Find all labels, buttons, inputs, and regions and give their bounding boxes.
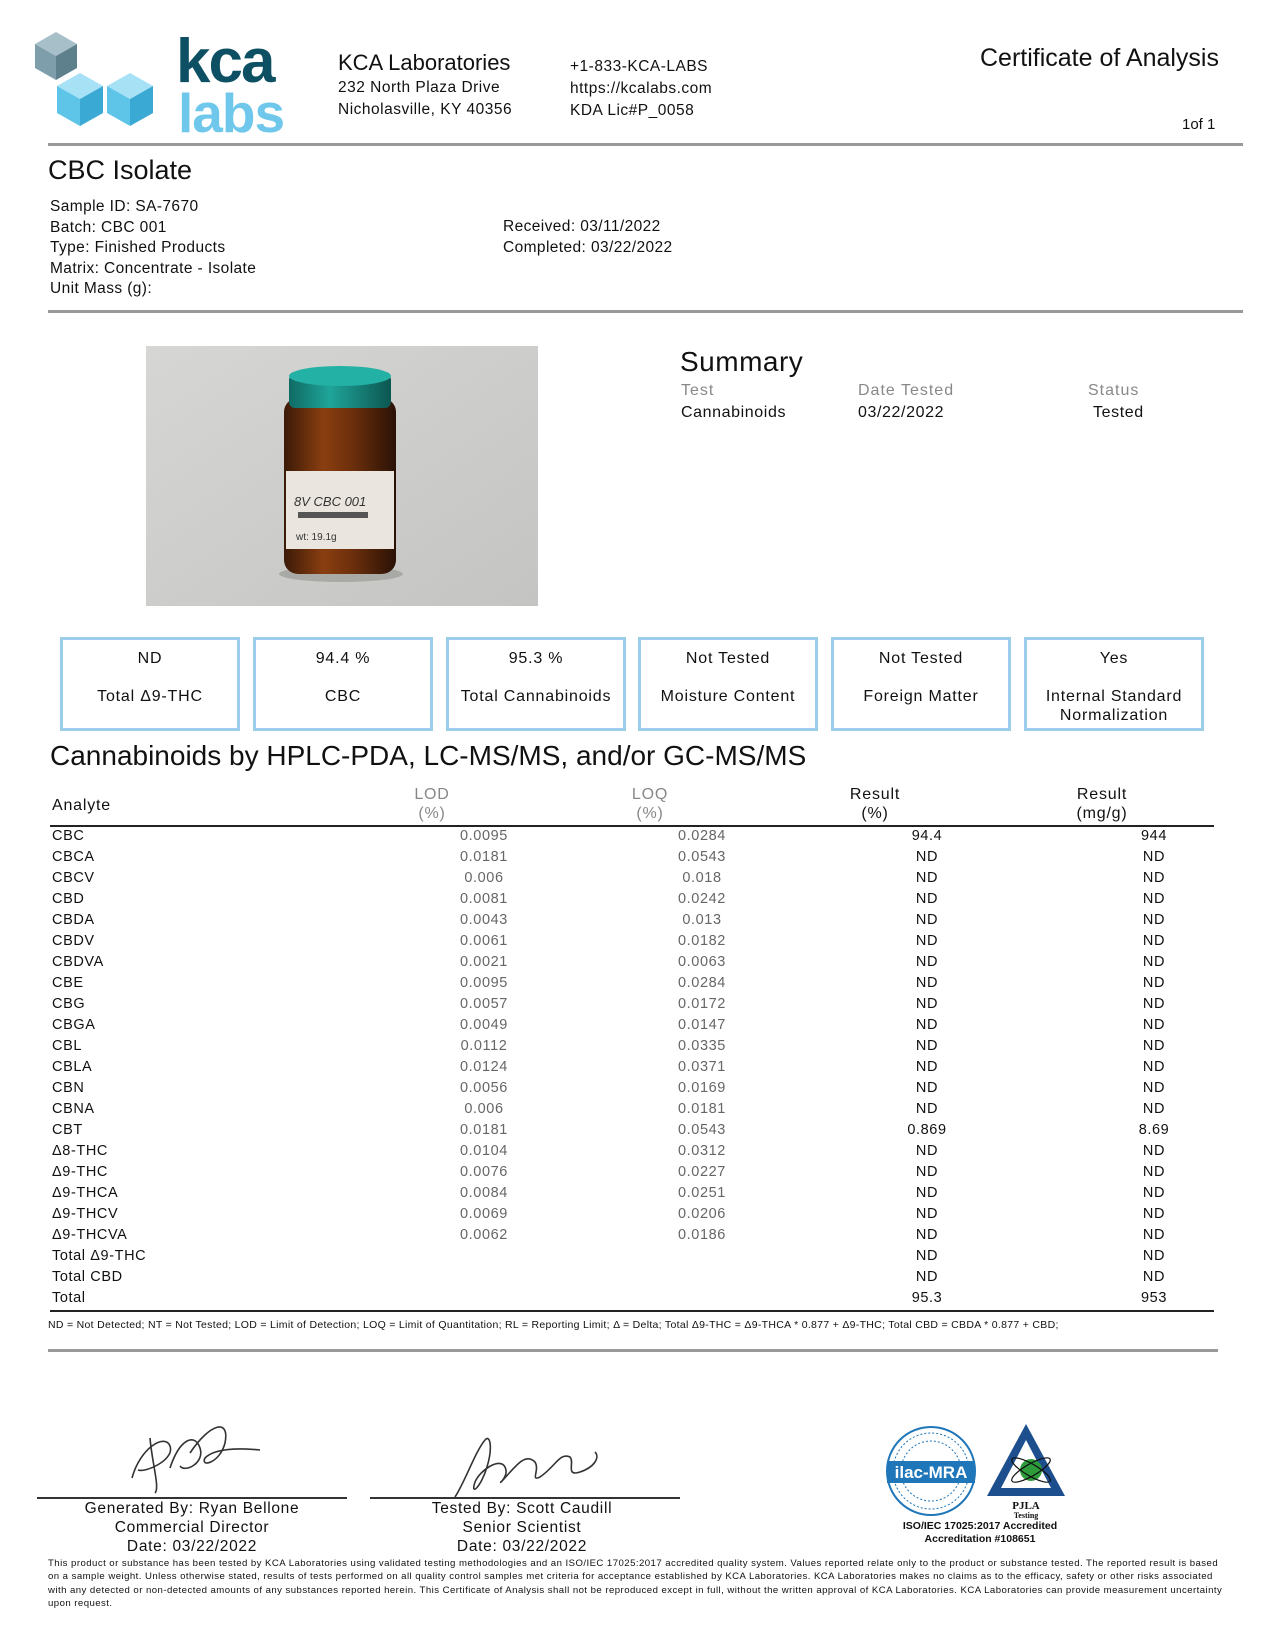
- cell-lod: 0.0069: [460, 1206, 508, 1222]
- summary-status-value: Tested: [1093, 404, 1144, 421]
- cell-result-pct: ND: [915, 933, 939, 949]
- cell-result-pct: 0.869: [907, 1122, 947, 1138]
- cell-result-pct: ND: [915, 1080, 939, 1096]
- info-divider: [48, 310, 1243, 313]
- result-box-label: Foreign Matter: [863, 688, 979, 705]
- table-row: [52, 891, 1212, 912]
- table-row: [52, 1206, 1212, 1227]
- cell-lod: 0.0104: [460, 1143, 508, 1159]
- sample-matrix: Matrix: Concentrate - Isolate: [50, 259, 257, 277]
- table-row: [52, 1248, 1212, 1269]
- cell-result-mg: ND: [1142, 1059, 1166, 1075]
- table-row: [52, 1143, 1212, 1164]
- tested-by: Tested By: Scott Caudill: [431, 1500, 613, 1517]
- cell-result-pct: ND: [915, 975, 939, 991]
- generated-by: Generated By: Ryan Bellone: [84, 1500, 300, 1517]
- company-license: KDA Lic#P_0058: [570, 102, 695, 119]
- table-row: [52, 1227, 1212, 1248]
- cell-lod: 0.006: [464, 870, 504, 886]
- cell-loq: 0.0186: [678, 1227, 726, 1243]
- cell-result-mg: ND: [1142, 912, 1166, 928]
- cell-loq: 0.0242: [678, 891, 726, 907]
- cell-result-pct: ND: [915, 1164, 939, 1180]
- cell-analyte: CBCA: [52, 849, 95, 865]
- table-row: [52, 1038, 1212, 1059]
- cell-lod: 0.0043: [460, 912, 508, 928]
- company-name: KCA Laboratories: [338, 50, 511, 75]
- table-row: [52, 996, 1212, 1017]
- cell-result-mg: ND: [1142, 1269, 1166, 1285]
- table-header-rule: [50, 825, 1214, 827]
- cell-result-mg: ND: [1142, 1227, 1166, 1243]
- sample-info: [50, 197, 256, 300]
- cell-analyte: Δ9-THCV: [52, 1206, 119, 1222]
- summary-test-value: Cannabinoids: [681, 404, 787, 421]
- cell-result-pct: ND: [915, 912, 939, 928]
- col-header-lod-unit: (%): [418, 805, 446, 822]
- cell-result-mg: ND: [1142, 996, 1166, 1012]
- company-phone: +1-833-KCA-LABS: [570, 58, 709, 75]
- col-header-analyte: Analyte: [52, 797, 111, 814]
- summary-col-status: Status: [1088, 382, 1140, 399]
- pjla-testing-text: Testing: [1013, 1511, 1039, 1520]
- cell-analyte: CBLA: [52, 1059, 93, 1075]
- photo-label-line1: 8V CBC 001: [294, 494, 367, 509]
- summary-col-date: Date Tested: [858, 382, 955, 399]
- cell-result-mg: ND: [1142, 1164, 1166, 1180]
- sample-dates: [503, 217, 673, 258]
- result-box-moisture: [638, 637, 818, 731]
- cell-loq: 0.0063: [678, 954, 726, 970]
- cell-result-pct: ND: [915, 849, 939, 865]
- cell-lod: 0.0049: [460, 1017, 508, 1033]
- logo-kca-text: kca: [176, 28, 274, 96]
- cell-loq: 0.0169: [678, 1080, 726, 1096]
- cell-result-pct: ND: [915, 870, 939, 886]
- result-box-cbc: [253, 637, 433, 731]
- pjla-logo: [985, 1420, 1067, 1520]
- cell-analyte: CBNA: [52, 1101, 95, 1117]
- cell-analyte: CBT: [52, 1122, 83, 1138]
- cell-result-mg: 944: [1141, 828, 1167, 844]
- cell-result-pct: ND: [915, 954, 939, 970]
- cell-result-mg: ND: [1142, 1017, 1166, 1033]
- header-divider: [48, 143, 1243, 146]
- col-header-result-mg-label: Result: [1076, 786, 1128, 803]
- cell-analyte: CBN: [52, 1080, 85, 1096]
- company-website: https://kcalabs.com: [570, 80, 713, 97]
- cell-result-pct: ND: [915, 1185, 939, 1201]
- cell-result-pct: ND: [915, 1227, 939, 1243]
- col-header-result-mg-unit: (mg/g): [1076, 805, 1128, 822]
- col-header-lod-label: LOD: [414, 786, 450, 803]
- sample-completed: Completed: 03/22/2022: [503, 238, 673, 256]
- cell-lod: 0.0076: [460, 1164, 508, 1180]
- cell-result-mg: 8.69: [1138, 1122, 1170, 1138]
- cell-lod: 0.0181: [460, 1122, 508, 1138]
- iso-line2: Accreditation #108651: [924, 1533, 1036, 1545]
- table-row: [52, 1185, 1212, 1206]
- cell-analyte: Δ8-THC: [52, 1143, 108, 1159]
- cell-loq: 0.0181: [678, 1101, 726, 1117]
- cell-analyte: CBG: [52, 996, 86, 1012]
- logo-cube-blue-right: [107, 73, 153, 126]
- cell-lod: 0.0057: [460, 996, 508, 1012]
- table-row: [52, 912, 1212, 933]
- col-header-result-pct: [795, 785, 955, 823]
- col-header-loq-unit: (%): [636, 805, 664, 822]
- cell-result-pct: 94.4: [911, 828, 943, 844]
- cell-analyte: CBDVA: [52, 954, 104, 970]
- signature-block-right: [372, 1499, 672, 1556]
- table-row: [52, 1080, 1212, 1101]
- cell-lod: 0.0056: [460, 1080, 508, 1096]
- logo-cube-gray: [35, 32, 77, 80]
- cell-analyte: Δ9-THC: [52, 1164, 108, 1180]
- table-row: [52, 828, 1212, 849]
- cell-result-mg: ND: [1142, 1185, 1166, 1201]
- certificate-title: Certificate of Analysis: [980, 44, 1219, 72]
- cell-result-mg: 953: [1141, 1290, 1167, 1306]
- tested-by-title: Senior Scientist: [462, 1519, 582, 1536]
- cell-loq: 0.0284: [678, 828, 726, 844]
- col-header-result-pct-label: Result: [849, 786, 901, 803]
- sample-id: Sample ID: SA-7670: [50, 198, 199, 215]
- table-row: [52, 1101, 1212, 1122]
- cell-result-mg: ND: [1142, 1101, 1166, 1117]
- cell-loq: 0.0251: [678, 1185, 726, 1201]
- cell-result-pct: ND: [915, 1269, 939, 1285]
- cell-loq: 0.0543: [678, 1122, 726, 1138]
- cell-result-mg: ND: [1142, 1248, 1166, 1264]
- table-row: [52, 1122, 1212, 1143]
- sample-received: Received: 03/11/2022: [503, 218, 661, 235]
- result-box-label: Internal Standard Normalization: [1045, 688, 1183, 724]
- result-box-label: CBC: [324, 688, 362, 705]
- ilac-mra-logo: [885, 1425, 977, 1517]
- cell-analyte: CBDV: [52, 933, 95, 949]
- cell-result-pct: ND: [915, 996, 939, 1012]
- cell-result-pct: ND: [915, 1101, 939, 1117]
- cell-result-mg: ND: [1142, 1080, 1166, 1096]
- result-box-label: Total Cannabinoids: [460, 688, 612, 705]
- summary-title: Summary: [680, 346, 804, 377]
- cell-result-mg: ND: [1142, 1038, 1166, 1054]
- cell-lod: 0.0112: [460, 1038, 508, 1054]
- result-box-value: Yes: [1099, 650, 1129, 667]
- signature-block-left: [42, 1499, 342, 1556]
- ilac-text: ilac-MRA: [894, 1463, 968, 1482]
- cell-loq: 0.0284: [678, 975, 726, 991]
- result-box-total-d9thc: [60, 637, 240, 731]
- cell-analyte: CBE: [52, 975, 84, 991]
- disclaimer: This product or substance has been tested by KCA Laboratories using validated testing methodologies and an ISO/IEC 17025:2017 accredited quality system. Values reported relate only to the product or substance tested. The reported result is based on a sample weight. Unless otherwise stated, results of tests performed on all quality control samples met criteria for acceptance established by KCA Laboratories. KCA Laboratories makes no claims as to the efficacy, safety or other risks associated with any detected or non-detected amounts of any substances reported herein. This Certificate of Analysis shall not be reproduced except in full, without the written approval of KCA Laboratories. KCA Laboratories can provide measurement uncertainty upon request.: [48, 1558, 1223, 1609]
- cell-result-pct: ND: [915, 891, 939, 907]
- cell-result-mg: ND: [1142, 849, 1166, 865]
- cell-lod: 0.0081: [460, 891, 508, 907]
- cell-analyte: Δ9-THCVA: [52, 1227, 128, 1243]
- logo-labs-text: labs: [178, 82, 285, 138]
- cell-loq: 0.013: [682, 912, 722, 928]
- result-box-label: Moisture Content: [660, 688, 796, 705]
- table-divider: [48, 1349, 1218, 1352]
- cell-analyte: CBL: [52, 1038, 83, 1054]
- col-header-result-pct-unit: (%): [861, 805, 889, 822]
- cell-loq: 0.018: [682, 870, 722, 886]
- result-box-value: Not Tested: [685, 650, 771, 667]
- cell-loq: 0.0172: [678, 996, 726, 1012]
- kca-labs-logo: [32, 28, 302, 138]
- product-title: CBC Isolate: [48, 155, 193, 185]
- cell-analyte: Δ9-THCA: [52, 1185, 119, 1201]
- cell-loq: 0.0147: [678, 1017, 726, 1033]
- sample-unit-mass: Unit Mass (g):: [50, 280, 153, 297]
- col-header-loq: [570, 785, 730, 823]
- cell-analyte: Total: [52, 1290, 86, 1306]
- col-header-lod: [352, 785, 512, 823]
- col-header-loq-label: LOQ: [631, 786, 669, 803]
- table-row: [52, 1164, 1212, 1185]
- result-box-total-cannabinoids: [446, 637, 626, 731]
- cell-result-pct: ND: [915, 1206, 939, 1222]
- cell-result-mg: ND: [1142, 933, 1166, 949]
- cell-analyte: CBCV: [52, 870, 95, 886]
- result-box-value: Not Tested: [878, 650, 964, 667]
- cell-lod: 0.0095: [460, 828, 508, 844]
- cell-analyte: Total CBD: [52, 1269, 123, 1285]
- company-address-line1: 232 North Plaza Drive: [338, 79, 501, 96]
- cannabinoids-table-title: Cannabinoids by HPLC-PDA, LC-MS/MS, and/or GC-MS/MS: [50, 740, 807, 771]
- table-row: [52, 933, 1212, 954]
- iso-line1: ISO/IEC 17025:2017 Accredited: [902, 1520, 1058, 1532]
- cell-analyte: CBGA: [52, 1017, 96, 1033]
- cell-result-pct: 95.3: [911, 1290, 943, 1306]
- table-row: [52, 1017, 1212, 1038]
- table-row: [52, 1059, 1212, 1080]
- result-box-value: 95.3 %: [508, 650, 564, 667]
- summary-col-test: Test: [681, 382, 715, 399]
- table-row: [52, 1269, 1212, 1290]
- cell-result-mg: ND: [1142, 954, 1166, 970]
- cell-analyte: Total Δ9-THC: [52, 1248, 147, 1264]
- cell-lod: 0.0084: [460, 1185, 508, 1201]
- cell-lod: 0.0021: [460, 954, 508, 970]
- cell-result-pct: ND: [915, 1248, 939, 1264]
- cell-loq: 0.0206: [678, 1206, 726, 1222]
- result-box-internal-standard: [1024, 637, 1204, 731]
- table-row: [52, 954, 1212, 975]
- table-row: [52, 870, 1212, 891]
- cell-analyte: CBD: [52, 891, 85, 907]
- sample-type: Type: Finished Products: [50, 239, 226, 256]
- cell-result-mg: ND: [1142, 891, 1166, 907]
- cell-lod: 0.0181: [460, 849, 508, 865]
- generated-by-date: Date: 03/22/2022: [126, 1538, 258, 1555]
- cell-result-pct: ND: [915, 1059, 939, 1075]
- cell-analyte: CBDA: [52, 912, 95, 928]
- cell-lod: 0.0124: [460, 1059, 508, 1075]
- cell-loq: 0.0227: [678, 1164, 726, 1180]
- cell-result-pct: ND: [915, 1017, 939, 1033]
- signature-scott-caudill: [445, 1432, 610, 1504]
- cell-result-mg: ND: [1142, 1206, 1166, 1222]
- table-bottom-rule: [50, 1310, 1214, 1312]
- cell-result-pct: ND: [915, 1038, 939, 1054]
- table-footnote: ND = Not Detected; NT = Not Tested; LOD = Limit of Detection; LOQ = Limit of Quantitation; RL = Reporting Limit; Δ = Delta; Total Δ9-THC = Δ9-THCA * 0.877 + Δ9-THC; Total CBD = CBDA * 0.877 + CBD;: [48, 1319, 1059, 1331]
- result-box-label: Total Δ9-THC: [97, 688, 203, 705]
- cell-lod: 0.0095: [460, 975, 508, 991]
- cell-analyte: CBC: [52, 828, 85, 844]
- result-box-value: ND: [137, 650, 163, 667]
- cell-result-mg: ND: [1142, 870, 1166, 886]
- cell-loq: 0.0312: [678, 1143, 726, 1159]
- table-row: [52, 975, 1212, 996]
- photo-label-line2: wt: 19.1g: [296, 532, 337, 543]
- cell-loq: 0.0335: [678, 1038, 726, 1054]
- signature-ryan-bellone: [120, 1418, 270, 1498]
- iso-accreditation: [890, 1520, 1070, 1546]
- pjla-text: PJLA: [1012, 1500, 1040, 1512]
- cell-result-pct: ND: [915, 1143, 939, 1159]
- product-photo: [146, 346, 538, 606]
- company-address-line2: Nicholasville, KY 40356: [338, 101, 513, 118]
- result-box-value: 94.4 %: [315, 650, 371, 667]
- page-indicator: 1of 1: [1182, 116, 1216, 133]
- tested-by-date: Date: 03/22/2022: [456, 1538, 588, 1555]
- col-header-result-mg: [1022, 785, 1182, 823]
- cell-result-mg: ND: [1142, 1143, 1166, 1159]
- table-row: [52, 1290, 1212, 1311]
- cell-lod: 0.0062: [460, 1227, 508, 1243]
- cell-loq: 0.0371: [678, 1059, 726, 1075]
- sample-batch: Batch: CBC 001: [50, 218, 167, 236]
- generated-by-title: Commercial Director: [114, 1519, 270, 1536]
- cell-loq: 0.0543: [678, 849, 726, 865]
- logo-cube-blue-left: [57, 73, 103, 126]
- cell-result-mg: ND: [1142, 975, 1166, 991]
- cell-lod: 0.006: [464, 1101, 504, 1117]
- cell-lod: 0.0061: [460, 933, 508, 949]
- table-row: [52, 849, 1212, 870]
- cell-loq: 0.0182: [678, 933, 726, 949]
- result-box-foreign-matter: [831, 637, 1011, 731]
- summary-date-value: 03/22/2022: [858, 404, 945, 421]
